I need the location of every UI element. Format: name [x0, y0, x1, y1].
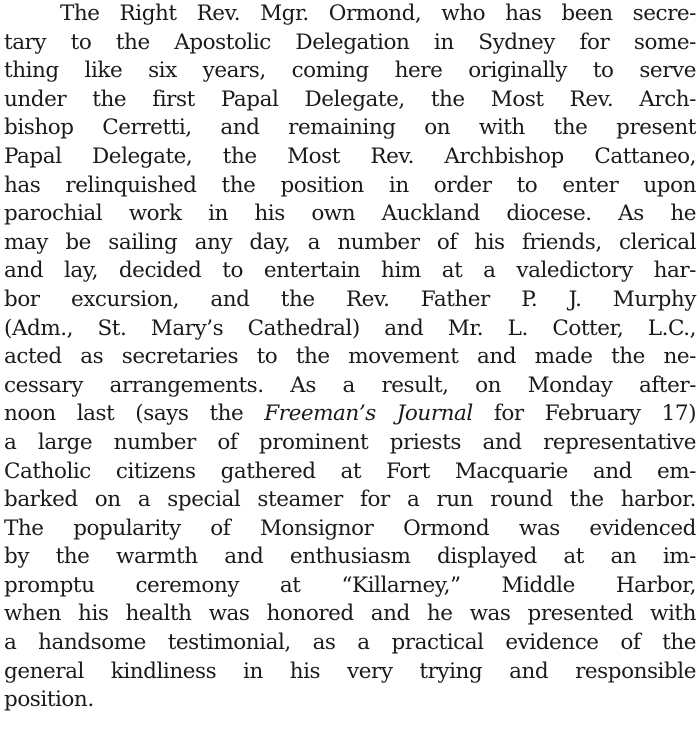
text-line: position.	[4, 687, 94, 713]
text-line: bor excursion, and the Rev. Father P. J. Murphy	[4, 286, 696, 312]
text-line	[4, 400, 696, 429]
text-line: promptu ceremony at “Killarney,” Middle Harbor,	[4, 572, 696, 598]
text-line: thing like six years, coming here originally to serve	[4, 58, 696, 84]
article-body	[4, 0, 696, 715]
text-line: cessary arrangements. As a result, on Monday after-	[4, 372, 696, 398]
text-line: a large number of prominent priests and representative	[4, 429, 696, 455]
text-line: and lay, decided to entertain him at a valedictory har-	[4, 258, 696, 284]
text-line: The popularity of Monsignor Ormond was evidenced	[4, 515, 696, 541]
text-line: under the first Papal Delegate, the Most Rev. Arch-	[4, 86, 696, 112]
text-line: a handsome testimonial, as a practical evidence of the	[4, 630, 696, 656]
text-line: acted as secretaries to the movement and made the ne-	[4, 344, 696, 370]
text-line: parochial work in his own Auckland diocese. As he	[4, 201, 696, 227]
text-line: bishop Cerretti, and remaining on with the present	[4, 115, 696, 141]
text-line: The Right Rev. Mgr. Ormond, who has been secre-	[60, 1, 696, 26]
text-line: general kindliness in his very trying and responsible	[4, 658, 696, 684]
text-line: when his health was honored and he was presented with	[4, 601, 696, 627]
publication-title: Freeman’s Journal	[264, 401, 473, 427]
text-line: tary to the Apostolic Delegation in Sydney for some-	[4, 29, 696, 55]
text-fragment: for February 17)	[472, 401, 697, 427]
text-line: may be sailing any day, a number of his friends, clerical	[4, 229, 696, 255]
text-line: has relinquished the position in order to enter upon	[4, 172, 696, 198]
text-line: barked on a special steamer for a run round the harbor.	[4, 487, 696, 513]
text-line: Papal Delegate, the Most Rev. Archbishop Cattaneo,	[4, 143, 696, 169]
text-fragment: noon last (says the	[4, 401, 265, 427]
text-line: Catholic citizens gathered at Fort Macquarie and em-	[4, 458, 696, 484]
text-line: by the warmth and enthusiasm displayed at an im-	[4, 544, 696, 570]
text-line: (Adm., St. Mary’s Cathedral) and Mr. L. Cotter, L.C.,	[4, 315, 696, 341]
